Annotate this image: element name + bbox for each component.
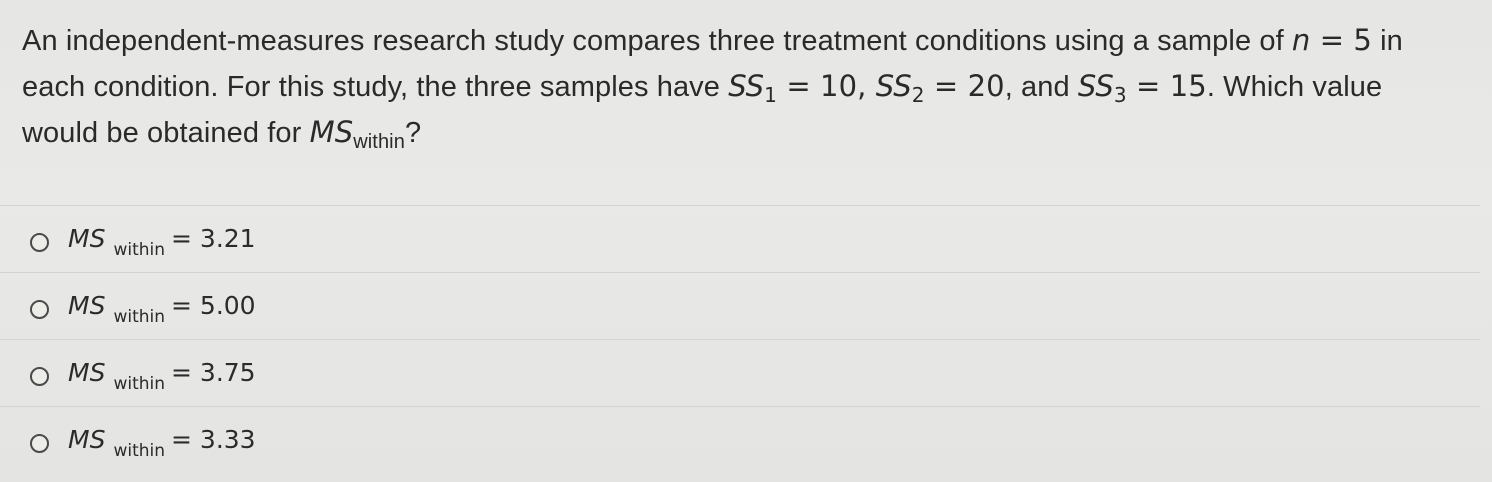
option-3-value: = 3.75: [171, 358, 256, 387]
option-2-subscript: within: [113, 307, 166, 327]
ss3-subscript: 3: [1113, 83, 1127, 107]
radio-button-4[interactable]: [30, 434, 49, 453]
option-1-symbol: MS: [68, 224, 106, 253]
answer-option-4[interactable]: [0, 406, 1480, 473]
ss2-value: = 20: [924, 69, 1005, 103]
question-line-2: [22, 64, 1482, 110]
radio-button-3[interactable]: [30, 367, 49, 386]
question-line-2-end: . Which value: [1206, 71, 1383, 103]
answer-option-3[interactable]: [0, 339, 1480, 406]
ms-subscript: within: [353, 131, 405, 153]
option-2-symbol: MS: [68, 291, 106, 320]
option-2-value: = 5.00: [171, 291, 256, 320]
option-1-value: = 3.21: [171, 224, 256, 253]
answer-option-1[interactable]: [0, 205, 1480, 272]
radio-button-1[interactable]: [30, 233, 49, 252]
ms-symbol: MS: [309, 115, 354, 149]
question-mark: ?: [404, 117, 422, 149]
question-line-1-text: An independent-measures research study compares three treatment conditions using a sample of: [22, 25, 1292, 57]
option-3-symbol: MS: [68, 358, 106, 387]
answer-options: [0, 205, 1480, 473]
and-text: , and: [1004, 71, 1078, 103]
option-4-value: = 3.33: [171, 425, 256, 454]
ss3-value: = 15: [1126, 69, 1207, 103]
answer-option-2[interactable]: [0, 272, 1480, 339]
sample-size-value: = 5: [1310, 23, 1372, 57]
option-4-symbol: MS: [68, 425, 106, 454]
question-line-3: [22, 110, 1482, 156]
option-4-subscript: within: [113, 441, 166, 461]
answer-option-3-label[interactable]: [68, 358, 256, 394]
question-line-3-text: would be obtained for: [22, 117, 310, 149]
answer-option-2-label[interactable]: [68, 291, 256, 327]
question-line-2-text: each condition. For this study, the three samples have: [22, 71, 729, 103]
radio-button-2[interactable]: [30, 300, 49, 319]
ss1-value: = 10,: [777, 69, 876, 103]
answer-option-4-label[interactable]: [68, 425, 256, 461]
question-text: [22, 18, 1482, 156]
ss3-symbol: SS: [1077, 69, 1114, 103]
ss2-subscript: 2: [911, 83, 925, 107]
answer-option-1-label[interactable]: [68, 224, 256, 260]
option-1-subscript: within: [113, 240, 166, 260]
sample-size-variable: n: [1291, 23, 1311, 57]
ss1-subscript: 1: [764, 83, 777, 107]
ss2-symbol: SS: [875, 69, 912, 103]
ss1-symbol: SS: [728, 69, 765, 103]
option-3-subscript: within: [113, 374, 166, 394]
question-line-1: [22, 18, 1482, 64]
question-line-1-end: in: [1371, 25, 1403, 57]
